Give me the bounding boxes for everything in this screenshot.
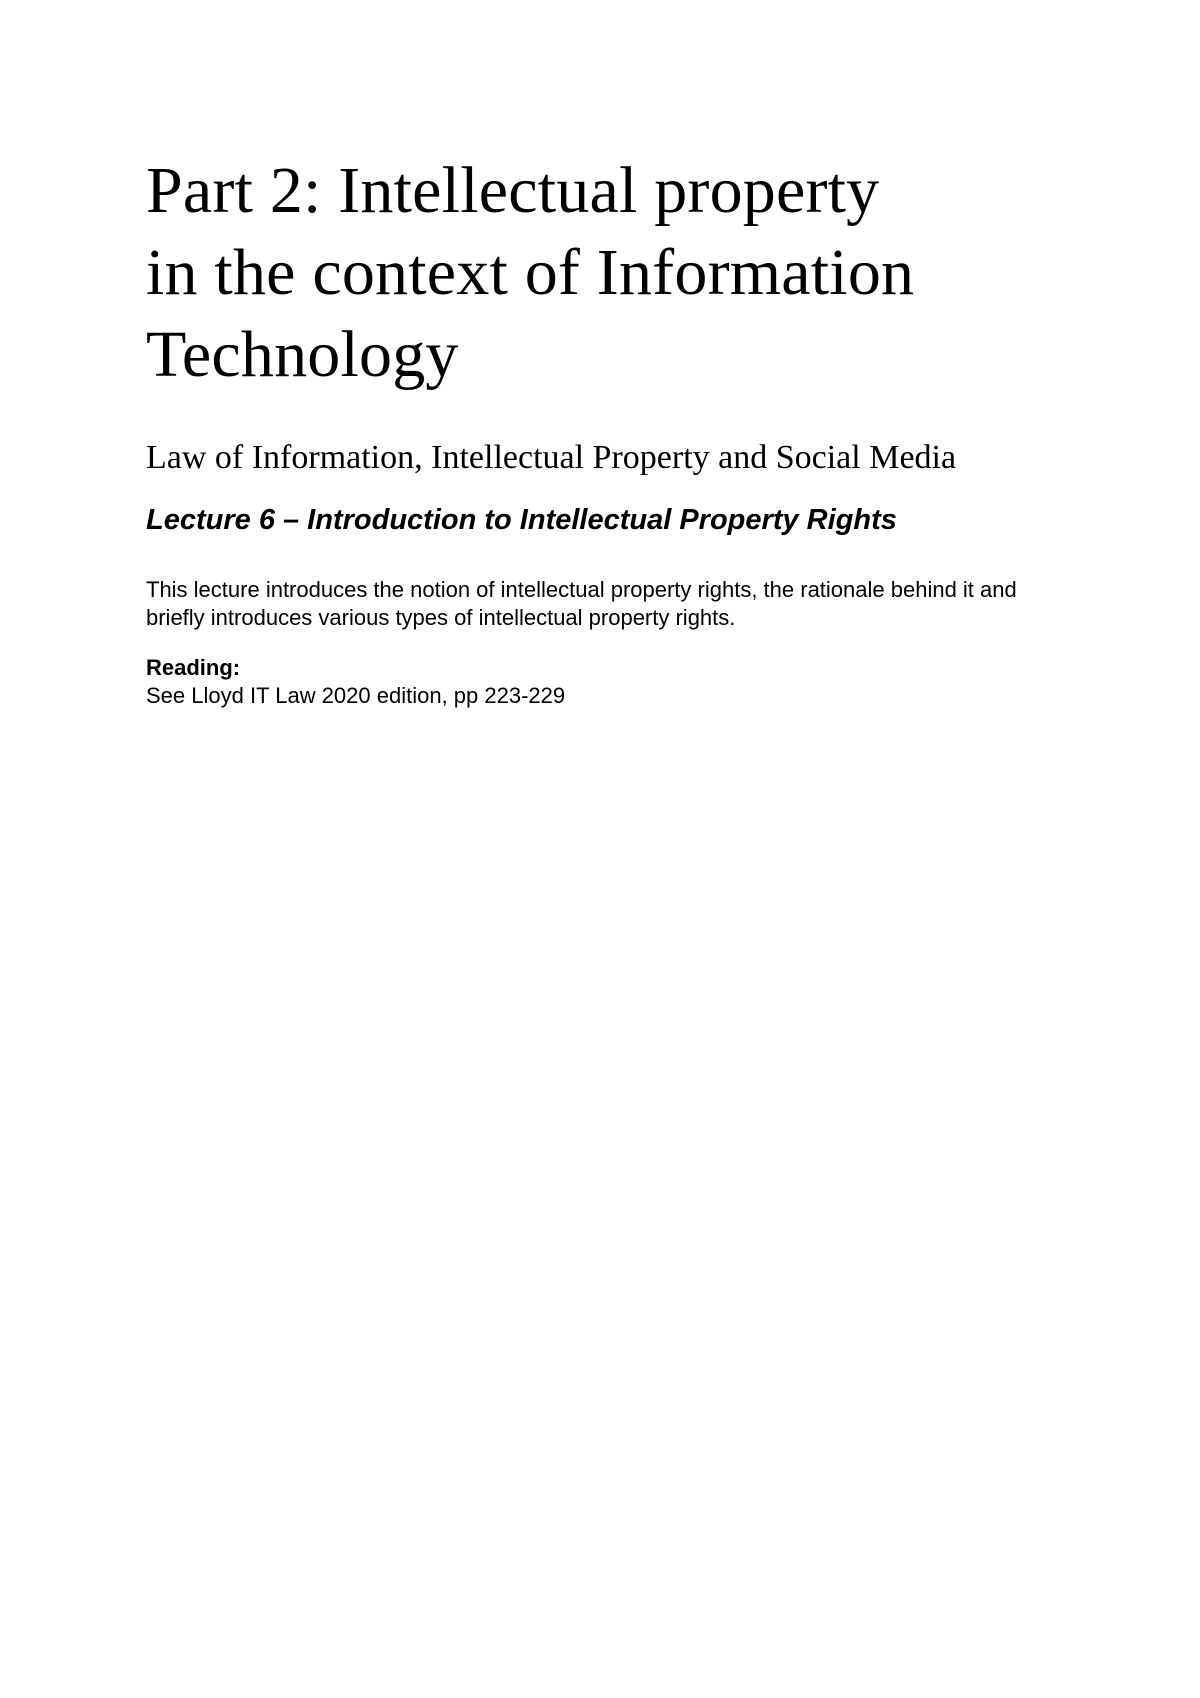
page-content <box>146 150 1066 710</box>
part-title-line-2: in the context of Information <box>146 236 915 309</box>
course-title: Law of Information, Intellectual Property and Social Media <box>146 439 957 476</box>
reading-label: Reading: <box>146 655 241 680</box>
lecture-title: Lecture 6 – Introduction to Intellectual Property Rights <box>146 504 897 536</box>
reading-reference: See Lloyd IT Law 2020 edition, pp 223-229 <box>146 683 566 708</box>
part-title-line-1: Part 2: Intellectual property <box>146 154 880 227</box>
part-title <box>146 150 1066 396</box>
lecture-intro: This lecture introduces the notion of intellectual property rights, the rationale behind it and briefly introduces various types of intellectual property rights. <box>146 577 1017 630</box>
part-title-line-3: Technology <box>146 318 459 391</box>
